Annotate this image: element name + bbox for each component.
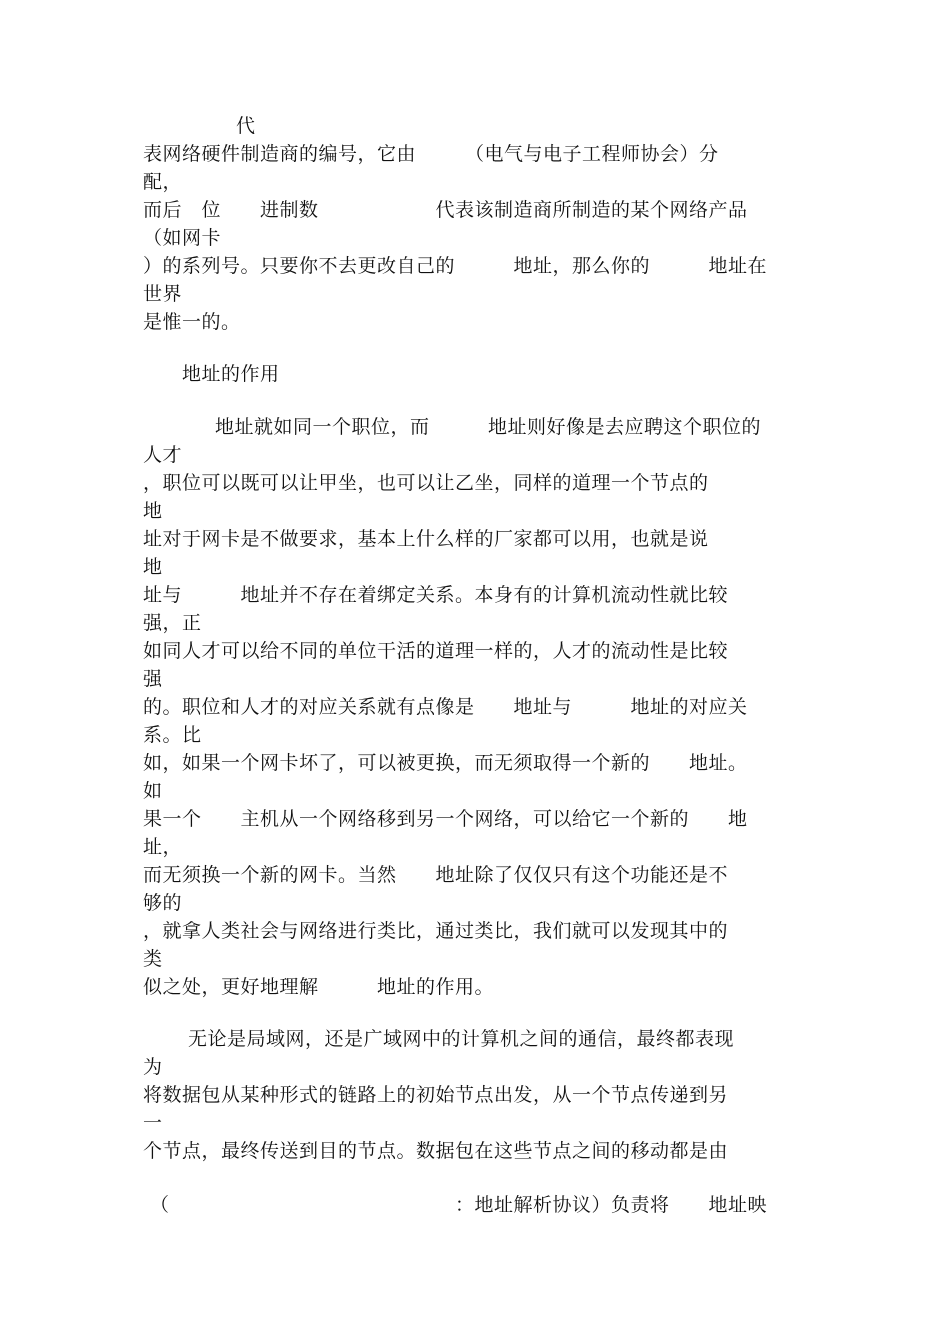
text-line: 址， [143, 836, 183, 858]
text-line: 强 [143, 668, 163, 690]
text-line: 配， [143, 171, 183, 193]
text-line: 地 [143, 500, 163, 522]
text-line: ）的系列号。只要你不去更改自己的 地址，那么你的 地址在 [143, 255, 768, 277]
text-line: 如同人才可以给不同的单位干活的道理一样的，人才的流动性是比较 [143, 640, 729, 662]
text-line: 如，如果一个网卡坏了，可以被更换，而无须取得一个新的 地址。 [143, 752, 748, 774]
text-line: 如 [143, 780, 163, 802]
text-line: 的。职位和人才的对应关系就有点像是 地址与 地址的对应关 [143, 696, 748, 718]
text-line: ，职位可以既可以让甲坐，也可以让乙坐，同样的道理一个节点的 [143, 472, 709, 494]
text-line: 是惟一的。 [143, 311, 241, 333]
text-line: 系。比 [143, 724, 202, 746]
text-line: 强，正 [143, 612, 202, 634]
text-line: 果一个 主机从一个网络移到另一个网络，可以给它一个新的 地 [143, 808, 748, 830]
text-line: 个节点，最终传送到目的节点。数据包在这些节点之间的移动都是由 [143, 1140, 729, 1162]
text-line: 而无须换一个新的网卡。当然 地址除了仅仅只有这个功能还是不 [143, 864, 729, 886]
text-line: 类 [143, 948, 163, 970]
text-line: 为 [143, 1056, 163, 1078]
text-line: （如网卡 [143, 227, 222, 249]
text-line: 址与 地址并不存在着绑定关系。本身有的计算机流动性就比较 [143, 584, 729, 606]
text-line: 表网络硬件制造商的编号，它由 （电气与电子工程师协会）分 [143, 143, 719, 165]
text-line: （ [150, 1194, 170, 1216]
text-line: ，就拿人类社会与网络进行类比，通过类比，我们就可以发现其中的 [143, 920, 729, 942]
text-line: 无论是局域网，还是广域网中的计算机之间的通信，最终都表现 [188, 1028, 735, 1050]
text-line: 代 [236, 115, 256, 137]
text-line: 址对于网卡是不做要求，基本上什么样的厂家都可以用，也就是说 [143, 528, 709, 550]
text-line: 地址就如同一个职位，而 地址则好像是去应聘这个职位的 [215, 416, 762, 438]
text-line: 似之处，更好地理解 地址的作用。 [143, 976, 495, 998]
text-line: 将数据包从某种形式的链路上的初始节点出发，从一个节点传递到另 [143, 1084, 729, 1106]
text-line: 世界 [143, 283, 183, 305]
text-line: ：地址解析协议）负责将 地址映 [455, 1194, 768, 1216]
section-heading: 地址的作用 [182, 363, 280, 385]
text-line: 人才 [143, 444, 183, 466]
text-line: 地 [143, 556, 163, 578]
text-line: 够的 [143, 892, 183, 914]
text-line: 而后 位 进制数 代表该制造商所制造的某个网络产品 [143, 199, 748, 221]
text-line: 一 [143, 1112, 163, 1134]
